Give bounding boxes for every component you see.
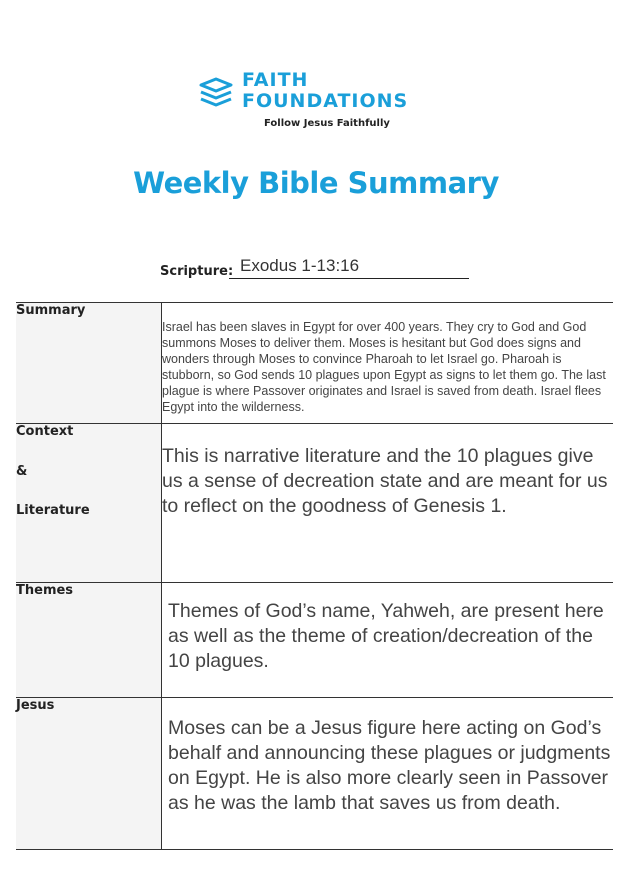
logo-text-line2: FOUNDATIONS <box>242 90 409 112</box>
themes-text: Themes of God’s name, Yahweh, are present here as well as the theme of creation/decreation of the 10 plagues. <box>168 600 604 672</box>
literature-label: Literature <box>16 503 90 518</box>
jesus-cell[interactable] <box>162 698 614 850</box>
page-title: Weekly Bible Summary <box>133 166 499 200</box>
table-row-jesus <box>16 698 613 850</box>
context-label-cell <box>16 424 162 583</box>
context-label: Context <box>16 424 74 439</box>
summary-label: Summary <box>16 303 162 424</box>
ampersand-label: & <box>16 463 28 479</box>
layers-icon <box>198 76 234 110</box>
scripture-label: Scripture: <box>160 264 234 279</box>
summary-text: Israel has been slaves in Egypt for over 400 years. They cry to God and God summons Moses to deliver them. Moses is hesitant but God does signs and wonders through Moses to convince Pharoah to let Israel go. Pharoah is stubborn, so God sends 10 plagues upon Egypt as signs to let them go. The last plague is where Passover originates and Israel is saved from death. Israel flees Egypt into the wilderness. <box>162 320 606 414</box>
summary-table <box>16 302 613 850</box>
summary-cell[interactable] <box>162 303 614 424</box>
table-row-themes <box>16 583 613 698</box>
jesus-text: Moses can be a Jesus figure here acting on God’s behalf and announcing these plagues or judgments on Egypt. He is also more clearly seen in Passover as he was the lamb that saves us from death. <box>168 717 611 814</box>
context-text: This is narrative literature and the 10 plagues give us a sense of decreation state and are meant for us to reflect on the goodness of Genesis 1. <box>162 445 608 517</box>
scripture-underline <box>229 278 469 279</box>
scripture-field[interactable]: Exodus 1-13:16 <box>240 256 360 275</box>
logo-text-line1: FAITH <box>242 69 309 91</box>
table-row-summary <box>16 303 613 424</box>
jesus-label: Jesus <box>16 698 162 850</box>
context-cell[interactable] <box>162 424 614 583</box>
logo-tagline: Follow Jesus Faithfully <box>264 118 390 129</box>
themes-label: Themes <box>16 583 162 698</box>
faith-foundations-logo <box>198 70 438 140</box>
table-row-context <box>16 424 613 583</box>
themes-cell[interactable] <box>162 583 614 698</box>
